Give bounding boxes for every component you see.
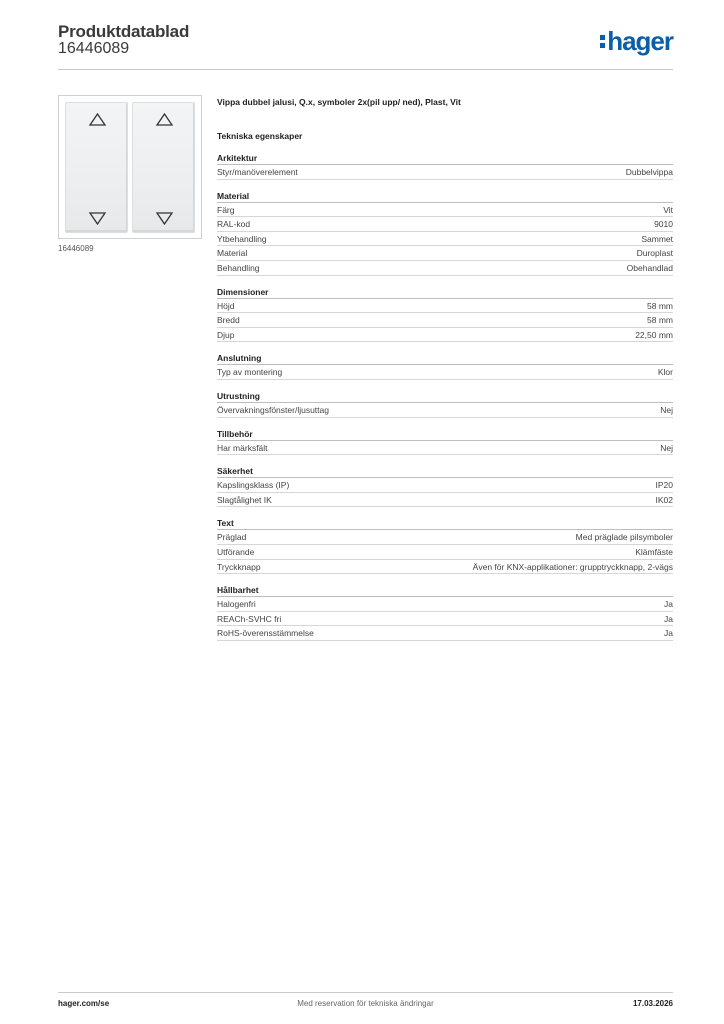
arrow-down-icon bbox=[90, 213, 105, 224]
spec-row bbox=[217, 232, 673, 247]
footer-website: hager.com/se bbox=[58, 999, 110, 1008]
spec-value: Nej bbox=[660, 442, 673, 453]
spec-row bbox=[217, 165, 673, 180]
spec-value: Nej bbox=[660, 404, 673, 415]
footer-note: Med reservation för tekniska ändringar bbox=[297, 999, 434, 1008]
spec-row bbox=[217, 313, 673, 328]
spec-label: RAL-kod bbox=[217, 219, 251, 230]
spec-label: Ytbehandling bbox=[217, 233, 267, 244]
spec-label: Styr/manöverelement bbox=[217, 167, 298, 177]
spec-row bbox=[217, 545, 673, 560]
spec-section bbox=[217, 389, 673, 418]
spec-label: Tryckknapp bbox=[217, 561, 261, 572]
spec-row bbox=[217, 261, 673, 276]
product-title: Vippa dubbel jalusi, Q.x, symboler 2x(pil upp/ ned), Plast, Vit bbox=[217, 97, 461, 107]
section-title: Material bbox=[217, 189, 673, 203]
spec-row bbox=[217, 246, 673, 261]
section-title: Arkitektur bbox=[217, 151, 673, 165]
spec-label: Utförande bbox=[217, 546, 255, 557]
spec-label: Höjd bbox=[217, 300, 235, 311]
spec-row bbox=[217, 626, 673, 641]
spec-section bbox=[217, 285, 673, 343]
spec-value: Även för KNX-applikationer: grupptryckknapp, 2-vägs bbox=[472, 561, 673, 572]
section-title: Text bbox=[217, 516, 673, 530]
spec-value: Dubbelvippa bbox=[625, 167, 673, 177]
spec-section bbox=[217, 427, 673, 456]
spec-value: Duroplast bbox=[636, 248, 673, 259]
spec-row bbox=[217, 560, 673, 575]
spec-section bbox=[217, 151, 673, 180]
spec-label: Slagtålighet IK bbox=[217, 494, 272, 505]
spec-label: Färg bbox=[217, 204, 235, 215]
page-footer bbox=[58, 992, 673, 1012]
spec-value: Vit bbox=[663, 204, 673, 215]
spec-row bbox=[217, 217, 673, 232]
spec-label: Har märksfält bbox=[217, 442, 268, 453]
spec-row bbox=[217, 441, 673, 456]
arrow-up-icon bbox=[157, 114, 172, 125]
section-title: Anslutning bbox=[217, 351, 673, 365]
footer-date: 17.03.2026 bbox=[632, 999, 673, 1008]
section-title: Dimensioner bbox=[217, 285, 673, 299]
spec-sections bbox=[217, 151, 673, 641]
spec-value: 9010 bbox=[654, 219, 673, 230]
spec-value: 22,50 mm bbox=[635, 329, 673, 340]
rocker-right bbox=[132, 102, 195, 233]
spec-row bbox=[217, 203, 673, 218]
spec-value: Obehandlad bbox=[626, 262, 673, 273]
spec-label: Typ av montering bbox=[217, 367, 283, 378]
spec-value: Ja bbox=[664, 613, 673, 624]
arrow-up-icon bbox=[90, 114, 105, 125]
spec-row bbox=[217, 299, 673, 314]
document-title: Produktdatablad bbox=[58, 22, 190, 41]
spec-row bbox=[217, 493, 673, 508]
spec-label: Bredd bbox=[217, 315, 240, 326]
spec-row bbox=[217, 612, 673, 627]
arrow-down-icon bbox=[157, 213, 172, 224]
spec-value: Klor bbox=[657, 367, 673, 378]
spec-section bbox=[217, 516, 673, 574]
section-title: Utrustning bbox=[217, 389, 673, 403]
rocker-left bbox=[65, 102, 128, 233]
spec-row bbox=[217, 478, 673, 493]
logo-text: hager bbox=[607, 26, 673, 56]
spec-section bbox=[217, 464, 673, 507]
spec-value: 58 mm bbox=[647, 315, 673, 326]
spec-label: Präglad bbox=[217, 532, 247, 543]
spec-row bbox=[217, 365, 673, 380]
section-title: Tillbehör bbox=[217, 427, 673, 441]
spec-section bbox=[217, 351, 673, 380]
product-image bbox=[58, 95, 202, 239]
section-title: Hållbarhet bbox=[217, 583, 673, 597]
spec-label: REACh-SVHC fri bbox=[217, 613, 282, 624]
page-header bbox=[58, 22, 673, 70]
spec-label: Kapslingsklass (IP) bbox=[217, 480, 290, 491]
spec-section bbox=[217, 583, 673, 641]
spec-row bbox=[217, 328, 673, 343]
spec-value: Ja bbox=[664, 599, 673, 610]
spec-value: Ja bbox=[664, 628, 673, 639]
spec-label: Övervakningsfönster/ljusuttag bbox=[217, 404, 329, 415]
hager-logo bbox=[600, 28, 673, 54]
spec-value: IK02 bbox=[655, 494, 673, 505]
logo-colon-icon bbox=[600, 33, 605, 49]
tech-heading: Tekniska egenskaper bbox=[217, 131, 303, 141]
product-details bbox=[217, 96, 673, 641]
spec-value: Sammet bbox=[641, 233, 673, 244]
spec-row bbox=[217, 403, 673, 418]
spec-label: Material bbox=[217, 248, 248, 259]
spec-row bbox=[217, 597, 673, 612]
spec-value: Klämfäste bbox=[635, 546, 673, 557]
spec-value: 58 mm bbox=[647, 300, 673, 311]
spec-label: RoHS-överensstämmelse bbox=[217, 628, 314, 639]
spec-label: Halogenfri bbox=[217, 599, 256, 610]
spec-value: Med präglade pilsymboler bbox=[575, 532, 673, 543]
spec-section bbox=[217, 189, 673, 276]
spec-value: IP20 bbox=[655, 480, 673, 491]
section-title: Säkerhet bbox=[217, 464, 673, 478]
spec-label: Behandling bbox=[217, 262, 260, 273]
spec-label: Djup bbox=[217, 329, 235, 340]
document-number: 16446089 bbox=[58, 40, 130, 57]
image-caption: 16446089 bbox=[58, 244, 94, 253]
spec-row bbox=[217, 530, 673, 545]
